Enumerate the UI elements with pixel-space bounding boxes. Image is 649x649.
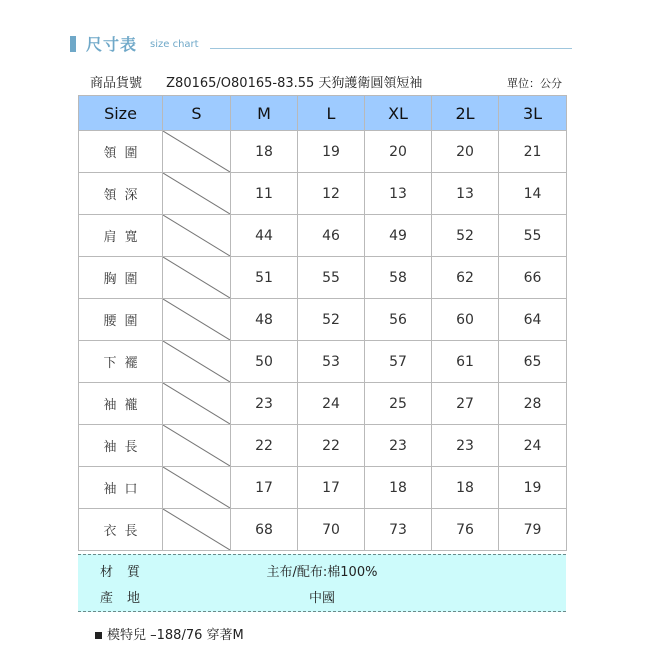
- material-info: [78, 554, 566, 612]
- table-cell: 22: [298, 425, 365, 467]
- row-label: 衣長: [79, 509, 163, 551]
- table-cell: 46: [298, 215, 365, 257]
- table-cell: 51: [231, 257, 298, 299]
- row-label: 胸圍: [79, 257, 163, 299]
- table-cell: 27: [432, 383, 499, 425]
- size-table: [78, 95, 567, 551]
- table-cell: 23: [231, 383, 298, 425]
- origin-row: [78, 587, 566, 613]
- bullet-square-icon: [95, 632, 102, 639]
- table-cell: 70: [298, 509, 365, 551]
- table-header-row: [79, 96, 567, 131]
- size-s-empty-cell: [163, 215, 231, 257]
- table-cell: 18: [365, 467, 432, 509]
- diagonal-slash-icon: [163, 341, 230, 382]
- size-s-empty-cell: [163, 299, 231, 341]
- table-cell: 22: [231, 425, 298, 467]
- diagonal-slash-icon: [163, 257, 230, 298]
- table-cell: 19: [298, 131, 365, 173]
- table-cell: 23: [432, 425, 499, 467]
- header-cell-m: M: [231, 96, 298, 131]
- table-cell: 66: [499, 257, 567, 299]
- table-cell: 23: [365, 425, 432, 467]
- table-row: [79, 173, 567, 215]
- table-cell: 73: [365, 509, 432, 551]
- size-s-empty-cell: [163, 131, 231, 173]
- table-row: [79, 383, 567, 425]
- material-value: 主布/配布:棉100%: [266, 565, 378, 580]
- diagonal-slash-icon: [163, 425, 230, 466]
- table-cell: 52: [298, 299, 365, 341]
- size-s-empty-cell: [163, 509, 231, 551]
- table-cell: 24: [499, 425, 567, 467]
- row-label: 袖長: [79, 425, 163, 467]
- header-cell-2l: 2L: [432, 96, 499, 131]
- table-cell: 56: [365, 299, 432, 341]
- table-cell: 44: [231, 215, 298, 257]
- table-row: [79, 425, 567, 467]
- table-cell: 79: [499, 509, 567, 551]
- header-cell-xl: XL: [365, 96, 432, 131]
- row-label: 袖襱: [79, 383, 163, 425]
- section-header: [70, 32, 572, 56]
- table-cell: 13: [365, 173, 432, 215]
- table-cell: 13: [432, 173, 499, 215]
- row-label: 腰圍: [79, 299, 163, 341]
- size-s-empty-cell: [163, 383, 231, 425]
- table-cell: 65: [499, 341, 567, 383]
- model-text: 模特兒 –188/76 穿著M: [107, 628, 244, 643]
- diagonal-slash-icon: [163, 383, 230, 424]
- product-code: Z80165/O80165-83.55 天狗護衛圓領短袖: [166, 76, 423, 91]
- table-cell: 24: [298, 383, 365, 425]
- table-row: [79, 299, 567, 341]
- model-note: [95, 624, 244, 643]
- table-cell: 28: [499, 383, 567, 425]
- diagonal-slash-icon: [163, 215, 230, 256]
- header-accent-bar: [70, 36, 76, 52]
- table-cell: 12: [298, 173, 365, 215]
- table-cell: 50: [231, 341, 298, 383]
- size-s-empty-cell: [163, 173, 231, 215]
- origin-label: 產地: [100, 591, 155, 606]
- header-cell-s: S: [163, 96, 231, 131]
- table-cell: 17: [231, 467, 298, 509]
- page-subtitle: size chart: [150, 39, 199, 50]
- row-label: 領深: [79, 173, 163, 215]
- header-cell-size: Size: [79, 96, 163, 131]
- material-row: [78, 561, 566, 587]
- table-row: [79, 257, 567, 299]
- header-cell-l: L: [298, 96, 365, 131]
- size-s-empty-cell: [163, 467, 231, 509]
- table-cell: 17: [298, 467, 365, 509]
- table-cell: 11: [231, 173, 298, 215]
- product-code-label: 商品貨號: [90, 76, 143, 91]
- table-cell: 60: [432, 299, 499, 341]
- unit-label: 單位：公分: [507, 77, 562, 90]
- table-cell: 20: [432, 131, 499, 173]
- row-label: 領圍: [79, 131, 163, 173]
- table-cell: 53: [298, 341, 365, 383]
- origin-value: 中國: [308, 591, 335, 606]
- table-cell: 55: [298, 257, 365, 299]
- table-row: [79, 467, 567, 509]
- table-cell: 21: [499, 131, 567, 173]
- table-cell: 48: [231, 299, 298, 341]
- table-cell: 68: [231, 509, 298, 551]
- table-row: [79, 509, 567, 551]
- table-cell: 25: [365, 383, 432, 425]
- table-row: [79, 341, 567, 383]
- material-label: 材質: [100, 565, 155, 580]
- diagonal-slash-icon: [163, 467, 230, 508]
- table-cell: 64: [499, 299, 567, 341]
- product-info: [90, 72, 422, 91]
- table-cell: 14: [499, 173, 567, 215]
- table-cell: 76: [432, 509, 499, 551]
- table-cell: 58: [365, 257, 432, 299]
- table-row: [79, 215, 567, 257]
- diagonal-slash-icon: [163, 299, 230, 340]
- table-cell: 49: [365, 215, 432, 257]
- table-cell: 61: [432, 341, 499, 383]
- diagonal-slash-icon: [163, 509, 230, 550]
- table-cell: 52: [432, 215, 499, 257]
- row-label: 下襬: [79, 341, 163, 383]
- size-s-empty-cell: [163, 341, 231, 383]
- table-cell: 57: [365, 341, 432, 383]
- table-row: [79, 131, 567, 173]
- diagonal-slash-icon: [163, 131, 230, 172]
- header-rule: [210, 48, 572, 49]
- table-cell: 18: [231, 131, 298, 173]
- table-cell: 55: [499, 215, 567, 257]
- size-s-empty-cell: [163, 257, 231, 299]
- page-title: 尺寸表: [86, 35, 138, 54]
- table-cell: 20: [365, 131, 432, 173]
- table-cell: 18: [432, 467, 499, 509]
- diagonal-slash-icon: [163, 173, 230, 214]
- table-cell: 19: [499, 467, 567, 509]
- row-label: 肩寬: [79, 215, 163, 257]
- row-label: 袖口: [79, 467, 163, 509]
- header-cell-3l: 3L: [499, 96, 567, 131]
- table-cell: 62: [432, 257, 499, 299]
- size-s-empty-cell: [163, 425, 231, 467]
